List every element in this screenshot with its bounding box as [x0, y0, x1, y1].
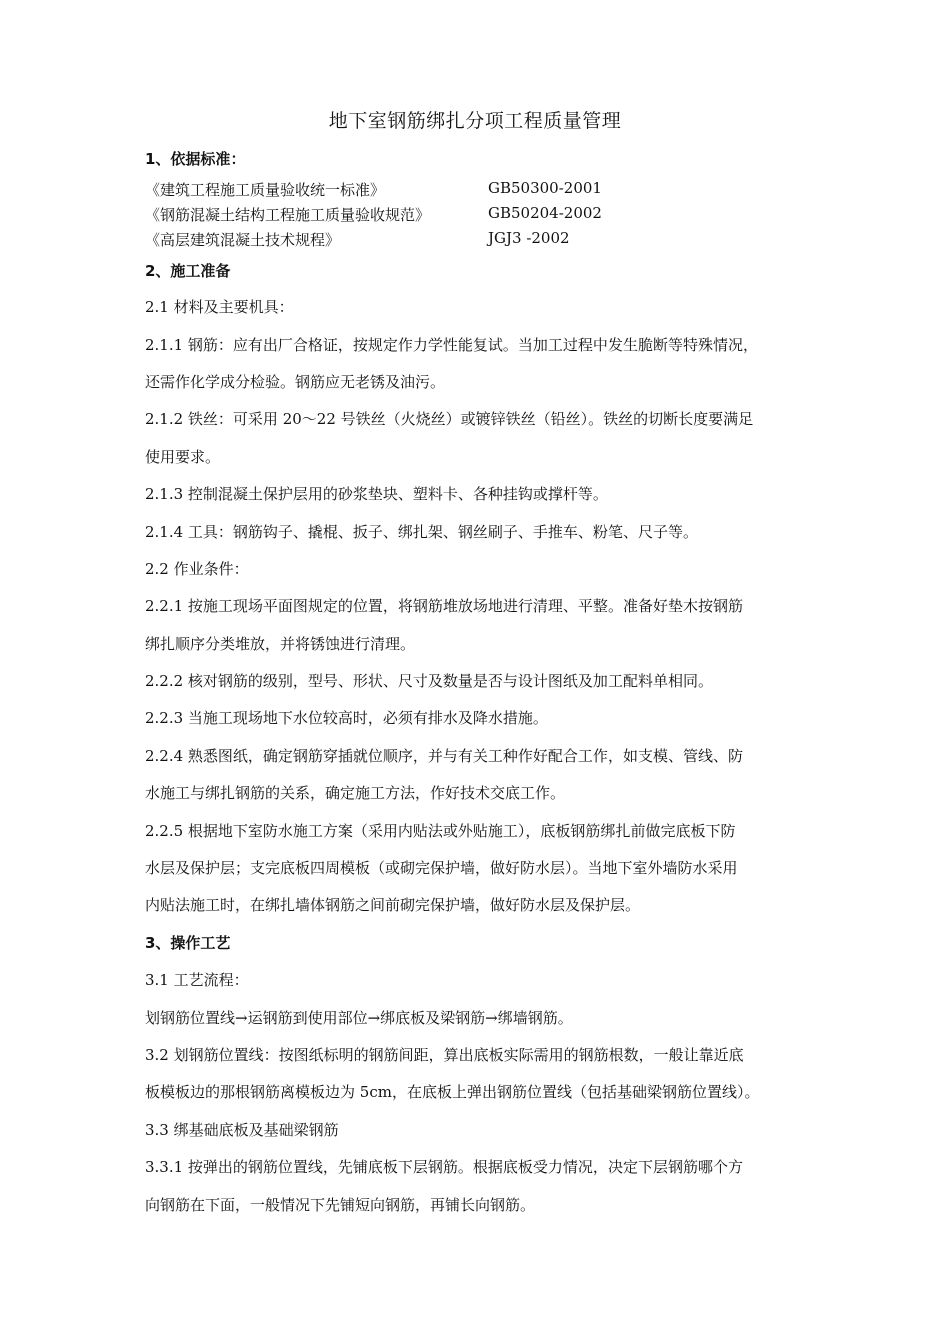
paragraph-line: 2.2.3 当施工现场地下水位较高时，必须有排水及降水措施。: [145, 709, 548, 727]
paragraph-line: 2.2.5 根据地下室防水施工方案（采用内贴法或外贴施工），底板钢筋绑扎前做完底板下防: [145, 822, 736, 840]
paragraph-line: 绑扎顺序分类堆放，并将锈蚀进行清理。: [145, 635, 416, 653]
paragraph-line: 2.1.4 工具：钢筋钩子、撬棍、扳子、绑扎架、钢丝刷子、手推车、粉笔、尺子等。: [145, 523, 698, 541]
paragraph-line: 3.1 工艺流程：: [145, 971, 249, 989]
paragraph-line: 2.2.1 按施工现场平面图规定的位置，将钢筋堆放场地进行清理、平整。准备好垫木按钢筋: [145, 597, 743, 615]
paragraph-line: 板模板边的那根钢筋离模板边为 5cm，在底板上弹出钢筋位置线（包括基础梁钢筋位置线）。: [145, 1083, 760, 1101]
paragraph-line: 使用要求。: [145, 448, 221, 466]
paragraph-line: 2.1.3 控制混凝土保护层用的砂浆垫块、塑料卡、各种挂钩或撑杆等。: [145, 485, 608, 503]
reference-name: 《建筑工程施工质量验收统一标准》: [145, 181, 386, 199]
page-title: 地下室钢筋绑扎分项工程质量管理: [328, 110, 622, 132]
paragraph-line: 内贴法施工时，在绑扎墙体钢筋之间前砌完保护墙，做好防水层及保护层。: [145, 896, 641, 914]
section-heading-1: 1、依据标准：: [145, 150, 246, 168]
paragraph-line: 水层及保护层；支完底板四周模板（或砌完保护墙，做好防水层）。当地下室外墙防水采用: [145, 859, 738, 877]
section-heading-2: 2、施工准备: [145, 262, 231, 280]
reference-code: JGJ3 -2002: [488, 229, 570, 247]
reference-code: GB50300-2001: [488, 179, 602, 197]
paragraph-line: 2.2 作业条件：: [145, 560, 249, 578]
paragraph-line: 3.2 划钢筋位置线：按图纸标明的钢筋间距，算出底板实际需用的钢筋根数，一般让靠近底: [145, 1046, 744, 1064]
paragraph-line: 向钢筋在下面，一般情况下先铺短向钢筋，再铺长向钢筋。: [145, 1196, 536, 1214]
paragraph-line: 3.3 绑基础底板及基础梁钢筋: [145, 1121, 339, 1139]
paragraph-line: 水施工与绑扎钢筋的关系，确定施工方法，作好技术交底工作。: [145, 784, 566, 802]
paragraph-line: 2.1.2 铁丝：可采用 20～22 号铁丝（火烧丝）或镀锌铁丝（铅丝）。铁丝的切断长度要满足: [145, 410, 754, 428]
paragraph-line: 2.1.1 钢筋：应有出厂合格证，按规定作力学性能复试。当加工过程中发生脆断等特殊情况，: [145, 336, 758, 354]
section-heading-3: 3、操作工艺: [145, 934, 231, 952]
paragraph-line: 还需作化学成分检验。钢筋应无老锈及油污。: [145, 373, 446, 391]
reference-code: GB50204-2002: [488, 204, 602, 222]
paragraph-line: 2.2.2 核对钢筋的级别，型号、形状、尺寸及数量是否与设计图纸及加工配料单相同。: [145, 672, 713, 690]
paragraph-line: 3.3.1 按弹出的钢筋位置线，先铺底板下层钢筋。根据底板受力情况，决定下层钢筋哪个方: [145, 1158, 743, 1176]
paragraph-line: 2.2.4 熟悉图纸，确定钢筋穿插就位顺序，并与有关工种作好配合工作，如支模、管线、防: [145, 747, 743, 765]
reference-name: 《高层建筑混凝土技术规程》: [145, 231, 341, 249]
reference-name: 《钢筋混凝土结构工程施工质量验收规范》: [145, 206, 431, 224]
paragraph-line: 划钢筋位置线→运钢筋到使用部位→绑底板及梁钢筋→绑墙钢筋。: [145, 1009, 573, 1027]
paragraph-line: 2.1 材料及主要机具：: [145, 298, 294, 316]
